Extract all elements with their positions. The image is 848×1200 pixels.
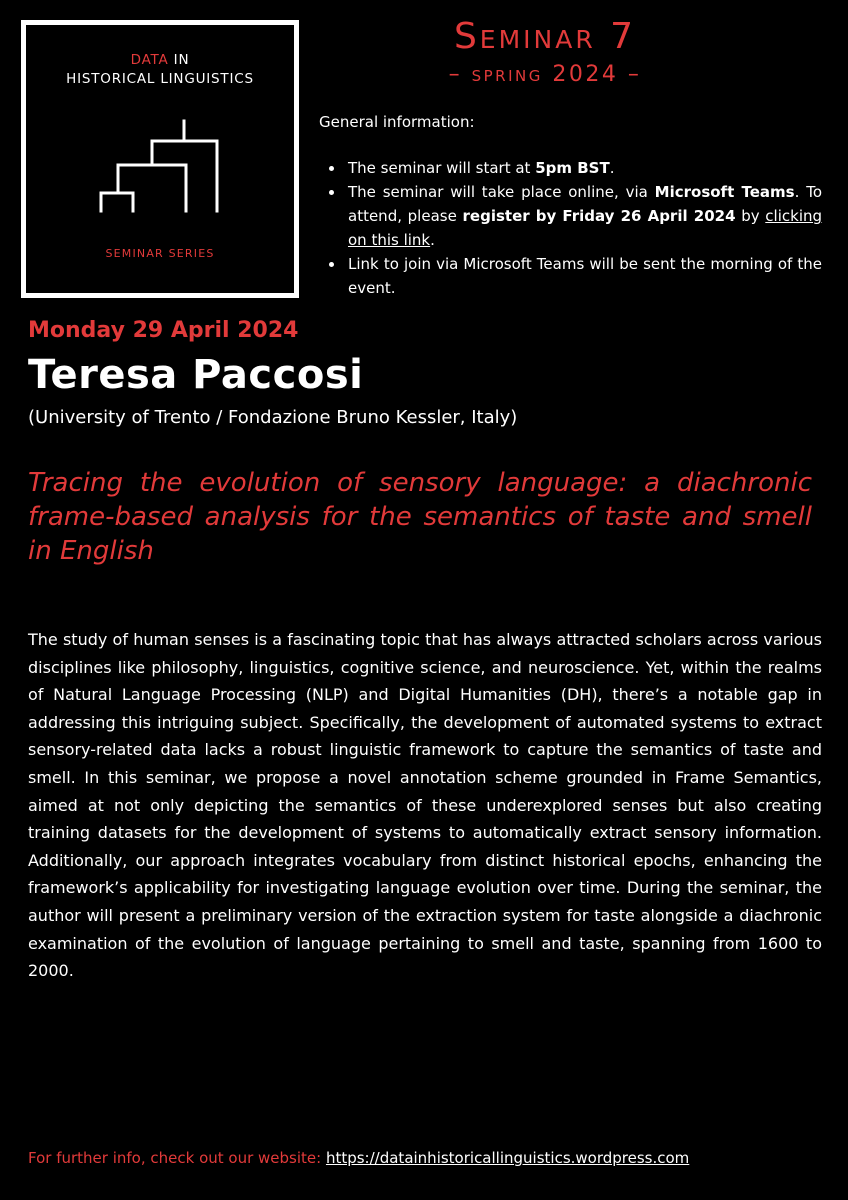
speaker-affiliation: (University of Trento / Fondazione Bruno Kessler, Italy) — [28, 407, 518, 428]
general-info-label: General information: — [319, 113, 475, 131]
footer-label: For further info, check out our website: — [28, 1149, 326, 1167]
info-list — [348, 156, 822, 300]
abstract: The study of human senses is a fascinating topic that has always attracted scholars across various disciplines like philosophy, linguistics, cognitive science, and neuroscience. Yet, within the realms of Natural Language Processing (NLP) and Digital Humanities (DH), there’s a notable gap in addressing this intriguing subject. Specifically, the development of automated systems to extract sensory-related data lacks a robust linguistic framework to capture the semantics of taste and smell. In this seminar, we propose a novel annotation scheme grounded in Frame Semantics, aimed at not only depicting the semantics of these underexplored senses but also creating training datasets for the development of systems to automatically extract sensory information. Additionally, our approach integrates vocabulary from distinct historical epochs, enhancing the framework’s applicability for investigating language evolution over time. During the seminar, the author will present a preliminary version of the extraction system for taste alongside a diachronic examination of the evolution of language pertaining to smell and taste, spanning from 1600 to 2000. — [28, 630, 822, 981]
talk-title: Tracing the evolution of sensory language: a diachronic frame-based analysis for the semantics of taste and smell in English — [28, 468, 812, 566]
register-link[interactable]: clicking on this link — [348, 207, 823, 249]
event-date: Monday 29 April 2024 — [28, 318, 299, 343]
speaker-name: Teresa Paccosi — [28, 352, 364, 398]
footer — [28, 1149, 689, 1167]
logo-title-in: IN — [168, 52, 190, 68]
logo-series: SEMINAR SERIES — [105, 247, 215, 260]
website-link[interactable]: https://datainhistoricallinguistics.wordpress.com — [325, 1149, 690, 1167]
seminar-number: Seminar 7 — [453, 16, 637, 57]
series-logo — [21, 20, 299, 298]
platform: Microsoft Teams — [654, 183, 795, 201]
info-item-location: The seminar will take place online, via Microsoft Teams. To attend, please register by Friday 26 April 2024 by clicking on this link. — [348, 180, 822, 252]
seminar-season: – spring 2024 – — [448, 62, 642, 87]
register-deadline: register by Friday 26 April 2024 — [462, 207, 736, 225]
logo-title-data: DATA — [130, 52, 169, 68]
logo-title-line2: HISTORICAL LINGUISTICS — [66, 71, 254, 87]
info-item-join-link: Link to join via Microsoft Teams will be sent the morning of the event. — [348, 252, 822, 300]
start-time: 5pm BST — [535, 159, 610, 177]
info-item-start-time: The seminar will start at 5pm BST. — [348, 156, 822, 180]
